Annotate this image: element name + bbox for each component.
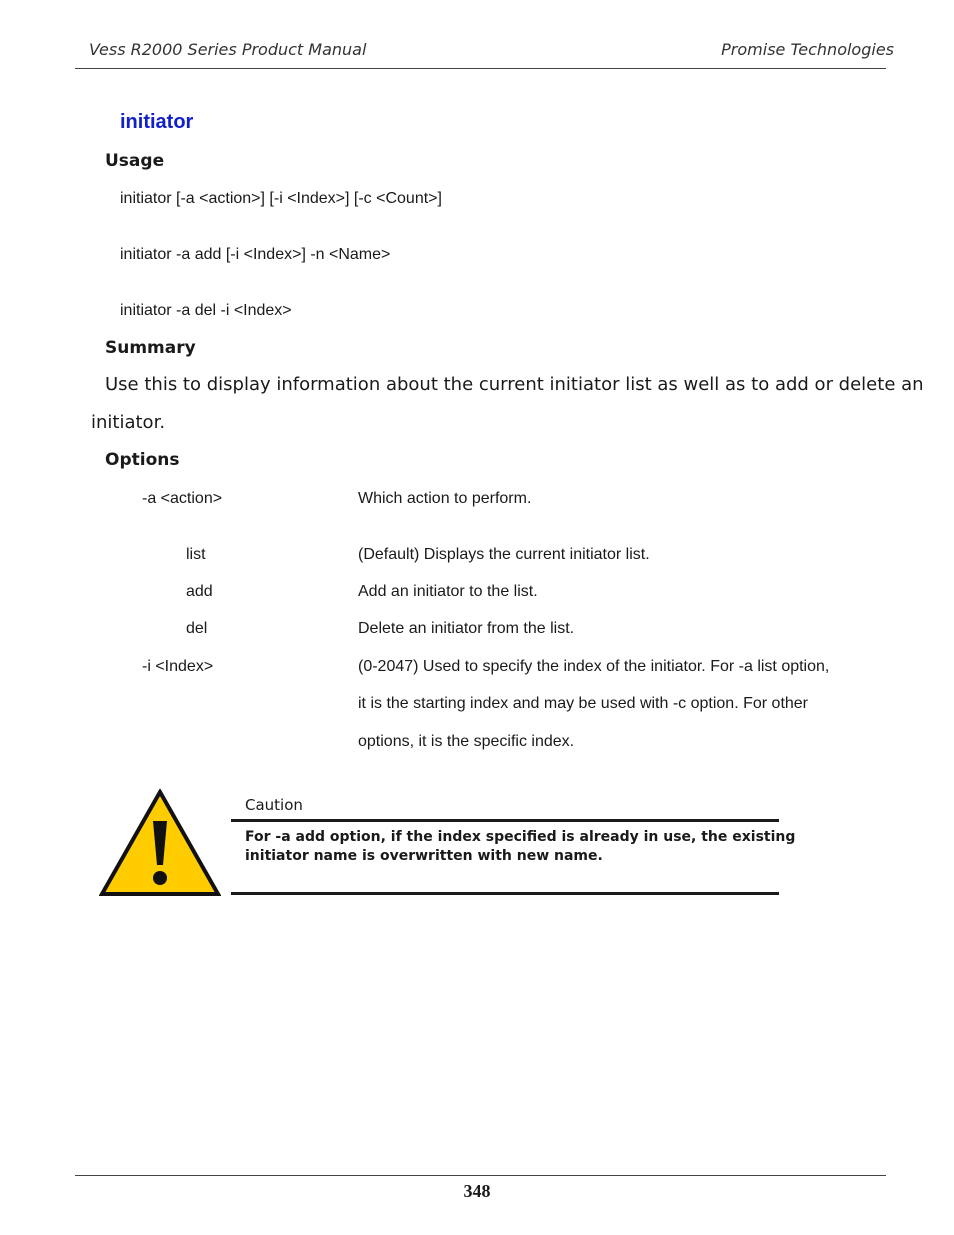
usage-line: initiator -a add [-i <Index>] -n <Name>: [120, 246, 391, 263]
option-name: list: [186, 546, 206, 563]
option-name: -a <action>: [142, 490, 223, 507]
option-desc-continued: options, it is the specific index.: [358, 733, 575, 750]
option-desc: (0-2047) Used to specify the index of the initiator. For -a list option,: [358, 658, 830, 675]
summary-text-line: initiator.: [91, 412, 166, 433]
command-title: initiator: [120, 111, 194, 133]
warning-triangle-icon: [99, 789, 221, 897]
option-desc: Add an initiator to the list.: [358, 583, 538, 600]
option-desc: Which action to perform.: [358, 490, 532, 507]
header-manual-title: Vess R2000 Series Product Manual: [89, 40, 367, 59]
caution-text: [245, 828, 795, 866]
option-desc: Delete an initiator from the list.: [358, 620, 575, 637]
caution-text-line: initiator name is overwritten with new name.: [245, 848, 603, 864]
footer-rule: [75, 1175, 886, 1176]
option-name: add: [186, 583, 213, 600]
caution-bottom-rule: [231, 892, 779, 895]
caution-text-line: For -a add option, if the index specified is already in use, the existing: [245, 829, 796, 845]
header-company: Promise Technologies: [721, 40, 894, 59]
option-name: del: [186, 620, 208, 637]
page-number: 348: [463, 1181, 491, 1201]
usage-line: initiator -a del -i <Index>: [120, 302, 292, 319]
usage-line: initiator [-a <action>] [-i <Index>] [-c <Count>]: [120, 190, 442, 207]
caution-top-rule: [231, 819, 779, 822]
summary-heading: Summary: [105, 338, 196, 358]
options-heading: Options: [105, 450, 180, 470]
usage-heading: Usage: [105, 151, 165, 171]
option-desc: (Default) Displays the current initiator list.: [358, 546, 650, 563]
option-name: -i <Index>: [142, 658, 214, 675]
header-rule: [75, 68, 886, 69]
summary-text-line: Use this to display information about the current initiator list as well as to add or delete an: [105, 374, 924, 395]
caution-title: Caution: [245, 796, 303, 814]
option-desc-continued: it is the starting index and may be used with -c option. For other: [358, 695, 809, 712]
